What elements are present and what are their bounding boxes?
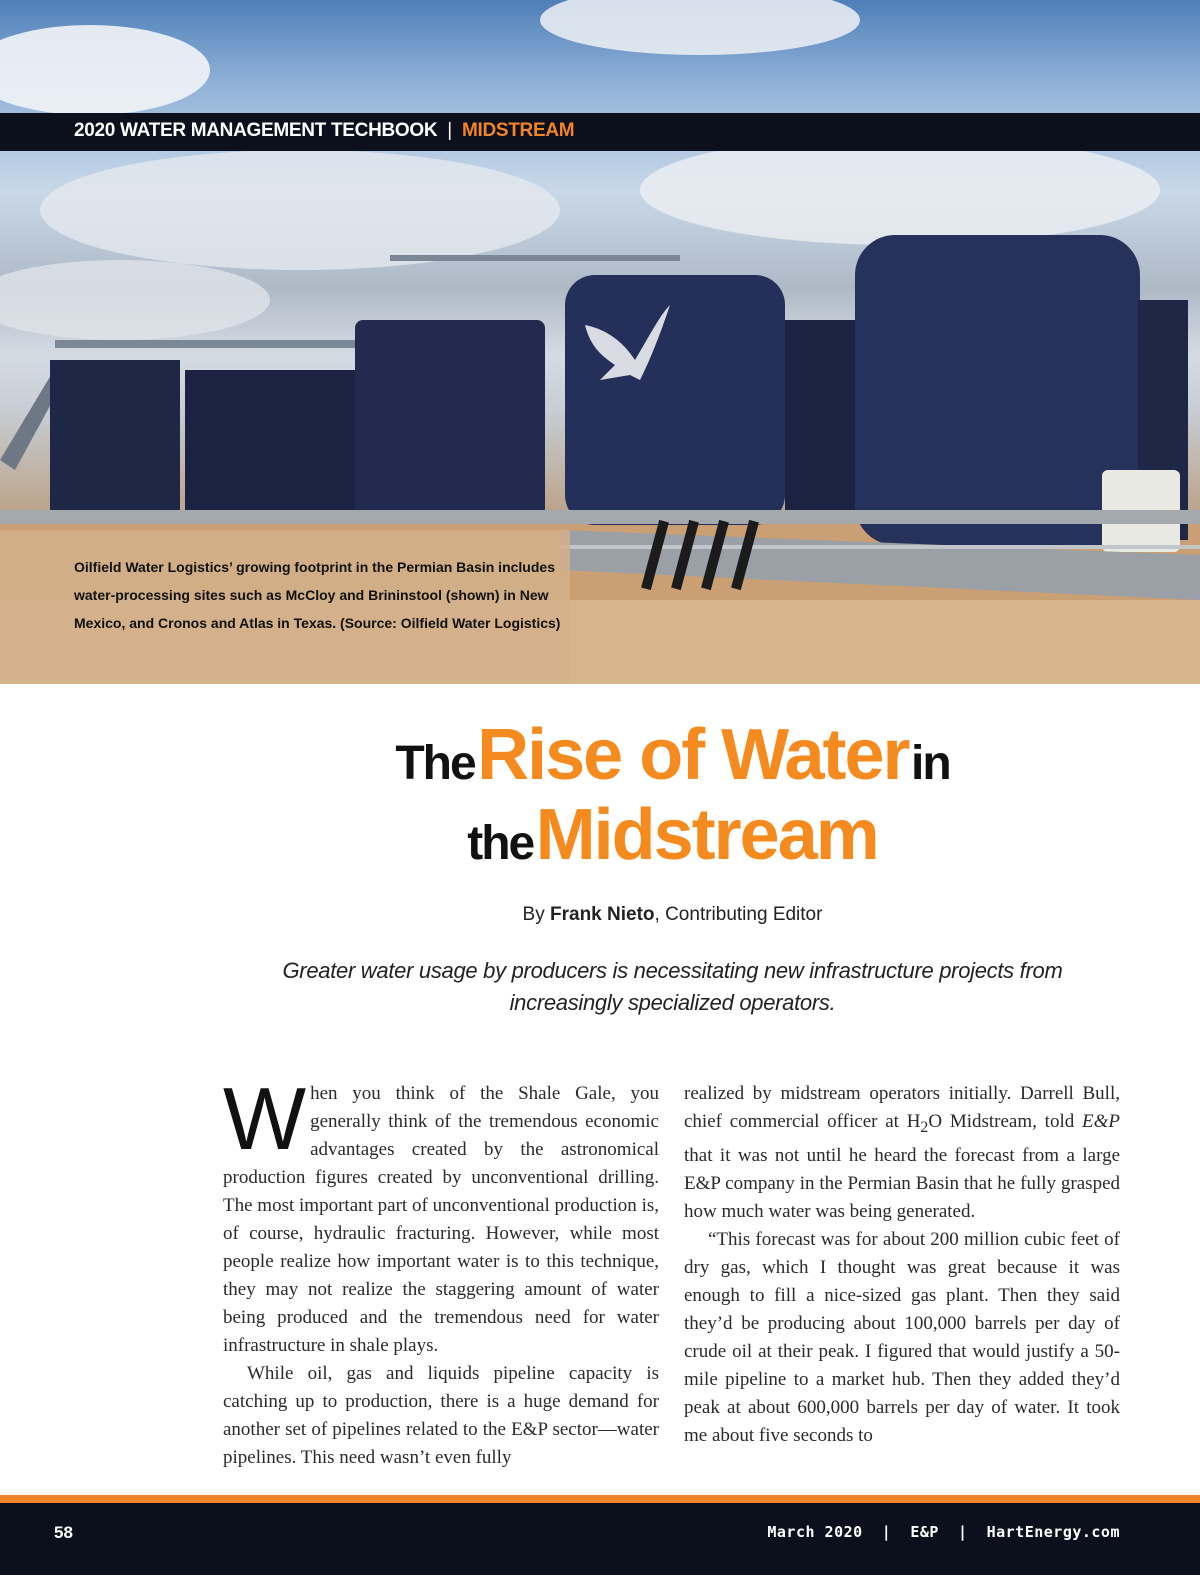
- byline: [0, 904, 1200, 926]
- section-title: 2020 WATER MANAGEMENT TECHBOOK: [74, 120, 438, 141]
- page-number: 58: [54, 1523, 73, 1542]
- photo-caption: Oilfield Water Logistics’ growing footprint in the Permian Basin includes water-processing sites such as McCloy and Brininstool (shown) in New Mexico, and Cronos and Atlas in Texas. (Source: Oilfield Water Logistics): [74, 559, 561, 631]
- body-paragraph-1-text: hen you think of the Shale Gale, you generally think of the tremendous economic advantages created by the astronomical production figures created by unconventional drilling. The most important part of unconventional production is, of course, hydraulic fracturing. However, while most people realize how important water is to this technique, they may not realize the staggering amount of water being produced and the tremendous need for water infrastructure in shale plays.: [223, 1083, 659, 1356]
- body-column-right: [684, 1080, 1120, 1450]
- body-paragraph-4: “This forecast was for about 200 million cubic feet of dry gas, which I thought was great because it was enough to fill a nice-sized gas plant. Then they said they’d be producing about 100,000 barrels per day of crude oil at their peak. I figured that would justify a 50-mile pipeline to a market hub. Then they added they’d peak at about 600,000 barrels per day of water. It took me about five seconds to: [684, 1228, 1120, 1446]
- p3-part-a: realized by midstream operators initially. Darrell Bull, chief commercial officer at H: [684, 1083, 1120, 1132]
- footer-accent-line: [0, 1495, 1200, 1503]
- title-word-in: in: [911, 737, 950, 790]
- p3-part-b: O Midstream, told: [928, 1111, 1082, 1132]
- body-column-left: [223, 1069, 659, 1472]
- p3-part-c: that it was not until he heard the forecast from a large E&P company in the Permian Basin that he fully grasped how much water was being generated.: [684, 1144, 1120, 1222]
- title-highlight-1: Rise of Water: [477, 715, 909, 795]
- article-title: [0, 715, 1200, 885]
- author-name: Frank Nieto: [550, 904, 655, 925]
- title-word-the-2: the: [467, 817, 534, 870]
- section-header-bar: [0, 113, 1200, 151]
- section-header: [74, 120, 574, 142]
- title-word-the: The: [395, 737, 475, 790]
- page-footer: [0, 1503, 1200, 1575]
- hero-photo: [0, 0, 1200, 684]
- drop-cap: W: [223, 1069, 307, 1168]
- byline-prefix: By: [522, 904, 545, 925]
- body-paragraph-1: [223, 1069, 659, 1360]
- p3-publication: E&P: [1081, 1111, 1120, 1132]
- title-highlight-2: Midstream: [535, 795, 878, 875]
- author-role: , Contributing Editor: [654, 904, 823, 925]
- section-category: MIDSTREAM: [461, 120, 575, 141]
- section-separator: |: [447, 120, 452, 141]
- body-paragraph-2: While oil, gas and liquids pipeline capacity is catching up to production, there is a huge demand for another set of pipelines related to the E&P sector—water pipelines. This need wasn’t even fully: [223, 1363, 659, 1468]
- body-paragraph-3: [684, 1080, 1120, 1226]
- article-dek: Greater water usage by producers is necessitating new infrastructure projects from increasingly specialized operators.: [282, 958, 1063, 1015]
- footer-publication-info: March 2020 | E&P | HartEnergy.com: [767, 1523, 1120, 1541]
- p3-subscript: 2: [920, 1118, 929, 1136]
